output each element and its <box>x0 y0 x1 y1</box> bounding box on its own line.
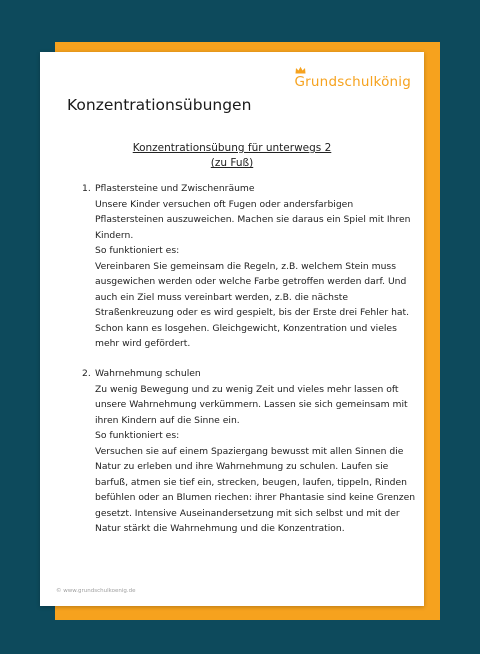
item-text-line: Schon kann es losgehen. Gleichgewicht, Konzentration und vieles <box>95 322 397 334</box>
crown-icon <box>295 66 306 74</box>
item-text-line: auch ein Ziel muss vereinbart werden, z.B. die nächste <box>95 291 349 303</box>
item-number: 1. <box>82 183 91 194</box>
page-title: Konzentrationsübungen <box>67 96 252 114</box>
exercise-list <box>68 181 416 537</box>
item-text-line: Versuchen sie auf einem Spaziergang bewusst mit allen Sinnen die <box>95 445 404 457</box>
item-text-line: So funktioniert es: <box>95 430 180 442</box>
subtitle-line: (zu Fuß) <box>210 157 254 169</box>
item-text-line: Zu wenig Bewegung und zu wenig Zeit und vieles mehr lassen oft <box>95 383 399 395</box>
item-text-line: ihren Kindern auf die Sinne ein. <box>95 414 240 426</box>
item-text-line: Natur zu erleben und ihre Wahrnehmung zu schulen. Laufen sie <box>95 461 389 473</box>
item-text-line: gesetzt. Intensive Auseinandersetzung mit sich selbst und mit der <box>95 507 400 519</box>
item-text-line: mehr wird gefördert. <box>95 338 191 350</box>
item-text-line: unsere Wahrnehmung verkümmern. Lassen sie sich gemeinsam mit <box>95 399 408 411</box>
item-text-line: ausgewichen werden oder welche Farbe getroffen werden darf. Und <box>95 276 407 288</box>
brand-logo[interactable] <box>295 74 411 90</box>
brand-logo-text: Grundschulkönig <box>294 74 411 90</box>
item-text-line: befühlen oder an Blumen riechen: ihrer Phantasie sind keine Grenzen <box>95 492 416 504</box>
exercise-subtitle <box>40 141 424 171</box>
list-item <box>68 181 411 352</box>
item-text-line: So funktioniert es: <box>95 245 180 257</box>
item-heading: Pflastersteine und Zwischenräume <box>95 183 255 194</box>
subtitle-line: Konzentrationsübung für unterwegs 2 <box>132 142 332 154</box>
item-text-line: Pflastersteinen auszuweichen. Machen sie daraus ein Spiel mit Ihren <box>95 214 411 226</box>
list-item <box>68 366 416 537</box>
item-text-line: Straßenkreuzung oder es wird gespielt, bis der Erste drei Fehler hat. <box>95 307 410 319</box>
item-text-line: Vereinbaren Sie gemeinsam die Regeln, z.B. welchem Stein muss <box>95 260 396 272</box>
footer-copyright: © www.grundschulkoenig.de <box>56 588 136 594</box>
item-text-line: Kindern. <box>95 229 134 241</box>
item-text-line: Natur stärkt die Wahrnehmung und die Konzentration. <box>95 523 345 535</box>
item-number: 2. <box>82 368 91 380</box>
item-heading: Wahrnehmung schulen <box>95 368 201 380</box>
item-text-line: barfuß, atmen sie tief ein, strecken, beugen, laufen, tippeln, Rinden <box>95 476 407 488</box>
worksheet-page <box>40 52 424 606</box>
item-text-line: Unsere Kinder versuchen oft Fugen oder andersfarbigen <box>95 198 354 210</box>
